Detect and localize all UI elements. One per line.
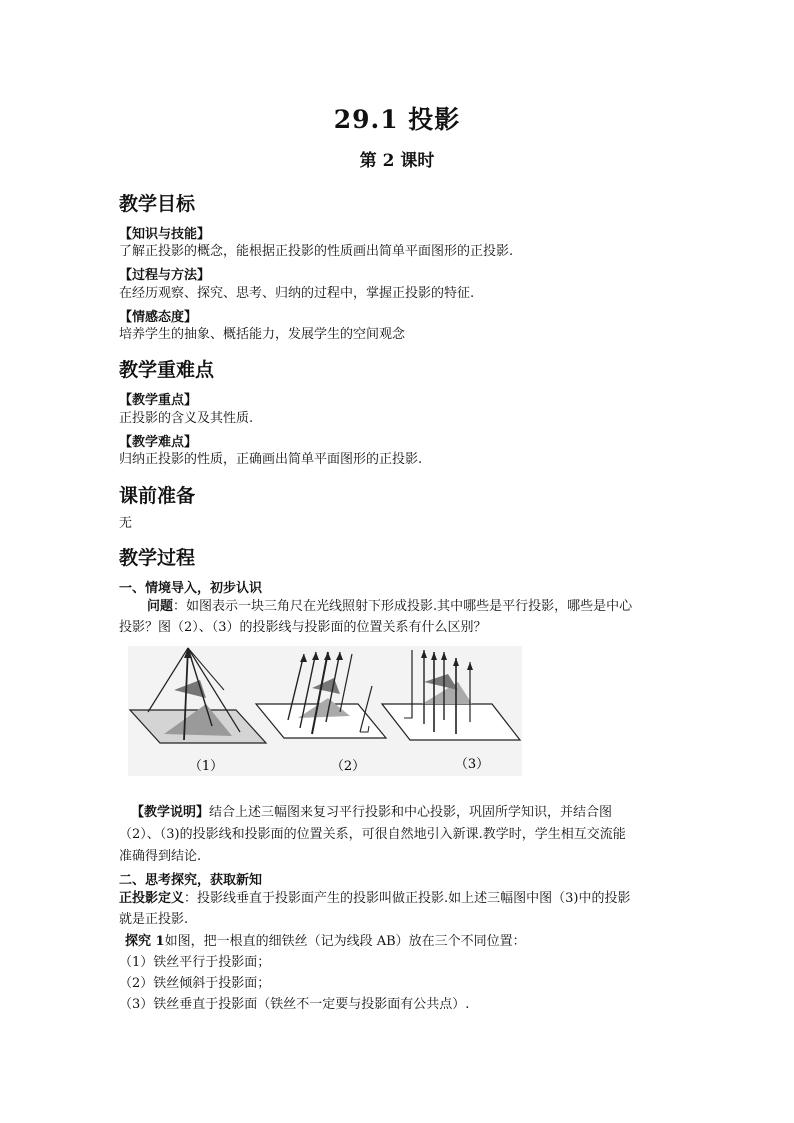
process-heading: 教学过程	[119, 547, 196, 569]
list-item: （2）铁丝倾斜于投影面；	[119, 976, 271, 991]
knowledge-text: 了解正投影的概念，能根据正投影的性质画出简单平面图形的正投影.	[119, 244, 514, 259]
definition-text-2: 就是正投影.	[119, 912, 189, 927]
preparation-heading: 课前准备	[119, 485, 196, 507]
list-item: （3）铁丝垂直于投影面（铁丝不一定要与投影面有公共点）.	[119, 997, 470, 1012]
attitude-text: 培养学生的抽象、概括能力，发展学生的空间观念	[119, 327, 406, 342]
definition-label: 正投影定义	[119, 891, 185, 906]
question-label: 问题	[147, 599, 174, 614]
note-text-3: 准确得到结论.	[119, 849, 202, 864]
difficulty-text: 归纳正投影的性质，正确画出简单平面图形的正投影.	[119, 452, 423, 467]
explore-line	[125, 932, 526, 952]
page-subtitle: 第 2 课时	[359, 151, 435, 171]
definition-text-1: ：投影线垂直于投影面产生的投影叫做正投影.如上述三幅图中图（3)中的投影	[184, 891, 631, 906]
figure-label-3: （3）	[454, 757, 490, 772]
difficulty-label: 【教学难点】	[119, 435, 198, 450]
question-line-1	[147, 597, 632, 617]
focus-text: 正投影的含义及其性质.	[119, 411, 254, 426]
figure-label-2: （2）	[330, 759, 366, 774]
figure-label-1: （1）	[188, 759, 224, 774]
note-text-1: 结合上述三幅图来复习平行投影和中心投影，巩固所学知识，并结合图	[209, 805, 613, 820]
projection-figure	[128, 646, 522, 776]
note-text-2: （2）、（3)的投影线和投影面的位置关系，可很自然地引入新课.教学时，学生相互交流能	[119, 827, 626, 842]
preparation-text: 无	[119, 516, 133, 531]
process-label: 【过程与方法】	[119, 268, 211, 283]
section1-title: 一、情境导入，初步认识	[119, 581, 263, 596]
key-points-heading: 教学重难点	[119, 359, 215, 381]
explore-text: 如图，把一根直的细铁丝（记为线段 AB）放在三个不同位置：	[164, 934, 526, 949]
focus-label: 【教学重点】	[119, 393, 198, 408]
list-item: （1）铁丝平行于投影面；	[119, 955, 271, 970]
attitude-label: 【情感态度】	[119, 310, 198, 325]
knowledge-label: 【知识与技能】	[119, 227, 211, 242]
explore-label: 探究 1	[125, 934, 165, 949]
definition-line-1	[119, 889, 631, 909]
objectives-heading: 教学目标	[119, 193, 196, 215]
question-text-1: ：如图表示一块三角尺在光线照射下形成投影.其中哪些是平行投影，哪些是中心	[173, 599, 633, 614]
section2-title: 二、思考探究，获取新知	[119, 873, 263, 888]
page-title: 29.1 投影	[333, 105, 461, 134]
process-text: 在经历观察、探究、思考、归纳的过程中，掌握正投影的特征.	[119, 286, 475, 301]
question-text-2: 投影？图（2）、（3）的投影线与投影面的位置关系有什么区别？	[119, 620, 487, 635]
note-label: 【教学说明】	[131, 805, 210, 820]
note-line-1	[131, 803, 612, 823]
